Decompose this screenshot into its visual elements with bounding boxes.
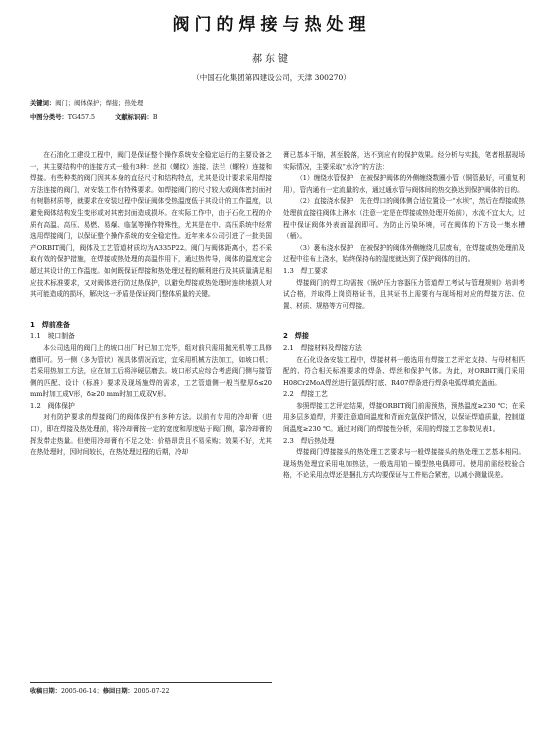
revised-label: 修回日期：	[102, 688, 134, 695]
section-gap	[30, 301, 272, 313]
body-paragraph: 本公司选用的阀门上的坡口出厂时已加工完毕，组对前只需用抛光机等工具修磨即可。另一侧（多为管状）视具体情况而定，宜采用机械方法加工，如坡口机；若采用热加工方法，应在加工后将淬硬层磨去。坡口形式应综合考虑阀门侧与接管侧的匹配、设计（标准）要求及现场施焊的需求，工艺管道侧一般当壁厚δ≤20 mm时加工成V形，δ≥20 mm时加工成双V形。	[30, 343, 272, 399]
author-name: 郝东键	[252, 54, 291, 65]
subsection-heading: 2.2 焊接工艺	[283, 390, 328, 399]
section-heading: 1 焊前准备	[30, 320, 70, 329]
subsection-heading: 1.2 阀体保护	[30, 401, 75, 410]
received-label: 收稿日期：	[30, 688, 61, 695]
body-paragraph: 焊接阀门焊接接头的热处理工艺要求与一般焊接接头的热处理工艺基本相同。现场热处理宜采用电加热法，一般选用铂－镍型热电偶即可。使用前需经校验合格，不论采用点焊还是捆扎方式均要保证与工件贴合紧密，以减小测量误差。	[283, 448, 525, 480]
subsection-heading: 2.3 焊后热处理	[283, 436, 335, 445]
subsection-heading: 1.1 坡口制备	[30, 332, 75, 341]
keywords-line	[30, 99, 143, 109]
classification-line	[30, 113, 157, 123]
paper-title: 阀门的焊接与热处理	[172, 15, 371, 35]
intro-paragraph: 在石油化工建设工程中，阀门是保证整个操作系统安全稳定运行的主要设备之一，其主要结构中的连接方式一般有3种：丝扣（螺纹）连接、法兰（螺栓）连接和焊接。有些种类的阀门因其本身的直径尺寸和结构特点，尤其是设计要求采用焊接方法连接的阀门，对安装工作有特殊要求。如焊接阀门的尺寸较大或阀体密封面衬有树脂材质等，就要求在安装过程中保证阀体受热温度低于其设计的工作温度，以避免阀体结构发生变形或对其密封面造成损坏。在实际工作中，由于石化工程的介质有高温、高压、易燃、易爆、临氢等操作特殊性，尤其是在中、高压系统中经常选用焊接阀门，以保证整个操作系统的安全稳定性。近年来本公司引进了一批美国产ORBIT阀门，阀体及工艺管道材质均为A335P22。阀门与阀体距离小，若不采取有效的保护措施，在焊接或热处理的高温作用下，通过热传导，阀体的温度定会超过其设计的工作温度。如何既保证焊接和热处理过程的顺利进行及其质量满足相应技术标准要求，又对阀体进行防过热保护，以避免焊接或热处理时连续地损人对其可能造成的损坏，解决这一矛盾是保证阀门整体质量的关键。	[30, 151, 272, 299]
received-date-footnote	[30, 682, 272, 695]
list-item: （2）直接浇水保护 先在焊口的阀体侧合适位置设一“水坝”，然后在焊接或热处理前直接往阀体上淋水（注意一定是在焊接或热处理开始前），水流不宜太大，过程中保证阀体外表面湿润即可。为防止污染环境，可在阀体的下方设一集水槽（桶）。	[283, 197, 525, 241]
list-item: （3）裹布浇水保护 在被保护的阀体外侧缠绕几层废布，在焊接或热处理前及过程中往布上浇水，始终保持布的湿度就达到了保护阀体的目的。	[283, 243, 525, 264]
revised-date: 2005-07-22	[133, 688, 170, 695]
clc-number: TG457.5	[67, 114, 96, 121]
list-item: （1）缠绕水管保护 在被保护阀体的外侧缠绕数圈小管（铜管最好，可重复利用），管内通有一定流量的水，通过通水管与阀体间的热交换达到保护阀体的目的。	[283, 174, 525, 194]
keywords-label: 关键词：	[30, 100, 56, 107]
body-paragraph: 对有防护要求的焊接阀门的阀体保护有多种方法。以前有专用的冷却膏（进口），即在焊接及热处理前，将冷却膏按一定的宽度和厚度贴于阀门侧，靠冷却膏的挥发带走热量。但使用冷却膏有不足之处：价格昂贵且不易采购；效果不好，尤其在热处理时，因时间较长，在热处理过程的后期，冷却	[30, 413, 272, 457]
received-date: 2005-06-14；	[60, 688, 103, 695]
doc-code-label: 文献标识码：	[115, 114, 153, 121]
body-paragraph: 膏已基本干缩，甚至脱落，达不到应有的保护效果。经分析与实践，笔者根据现场实际情况，主要采取“水冷”的方法：	[283, 151, 525, 171]
right-column	[283, 150, 525, 482]
body-paragraph: 在石化设备安装工程中，焊接材料一般选用有焊接工艺评定支持、与母材相匹配的、符合相关标准要求的焊条、焊丝和保护气体。为此，对ORBIT阀门采用H08Cr2MoA焊丝进行氩弧焊打底、R407焊条进行焊条电弧焊填充盖面。	[283, 355, 525, 387]
author-affiliation: （中国石化集团第四建设公司，天津 300270）	[192, 73, 351, 82]
doc-code: B	[152, 114, 158, 121]
keywords: 阀门；阀体保护；焊接；热处理	[55, 100, 144, 107]
left-column	[30, 150, 272, 459]
body-paragraph: 参照焊接工艺评定结果，焊接ORBIT阀门前需预热，预热温度≥230 ℃；在采用多层多道焊，并要注意道间温度和背面充氩保护情况，以保证焊道质量，控制道间温度≥230 ℃。通过对阀门的焊接性分析，采用的焊接工艺参数见表1。	[283, 401, 525, 434]
section-heading: 2 焊接	[283, 332, 309, 341]
body-paragraph: 焊接阀门的焊工均需按《锅炉压力容器压力管道焊工考试与管理规则》培训考试合格，并取得上岗资格证书，且其证书上需要有与现场相对应的焊接方法、位置、材质、规格等方可焊接。	[283, 278, 525, 310]
subsection-heading: 1.3 焊工要求	[283, 266, 328, 275]
subsection-heading: 2.1 焊接材料及焊接方法	[283, 343, 362, 352]
section-gap	[283, 312, 525, 324]
clc-label: 中图分类号：	[30, 114, 68, 121]
